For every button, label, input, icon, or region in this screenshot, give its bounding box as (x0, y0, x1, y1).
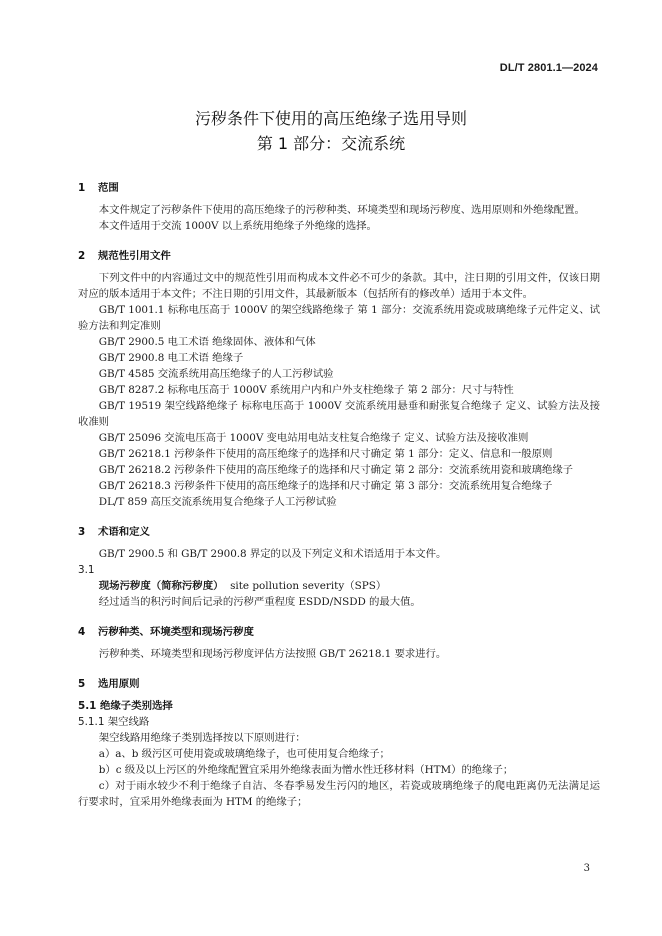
section-4-heading: 4 污秽种类、环境类型和现场污秽度 (78, 626, 254, 638)
section-3-heading: 3 术语和定义 (78, 526, 150, 538)
reference-item: GB/T 8287.2 标称电压高于 1000V 系统用户内和户外支柱绝缘子 第 2 部分：尺寸与特性 (98, 384, 514, 396)
reference-item: GB/T 19519 架空线路绝缘子 标称电压高于 1000V 交流系统用悬垂和耐张复合绝缘子 定义、试验方法及接收准则 (78, 400, 600, 428)
reference-item: GB/T 1001.1 标称电压高于 1000V 的架空线路绝缘子 第 1 部分：交流系统用瓷或玻璃绝缘子元件定义、试验方法和判定准则 (78, 304, 600, 332)
paragraph: 污秽种类、环境类型和现场污秽度评估方法按照 GB/T 26218.1 要求进行。 (98, 648, 447, 660)
reference-item: GB/T 26218.2 污秽条件下使用的高压绝缘子的选择和尺寸确定 第 2 部分：交流系统用瓷和玻璃绝缘子 (98, 464, 574, 476)
section-5-heading: 5 选用原则 (78, 678, 140, 690)
reference-item: DL/T 859 高压交流系统用复合绝缘子人工污秽试验 (98, 496, 337, 508)
list-item: a）a、b 级污区可使用瓷或玻璃绝缘子，也可使用复合绝缘子； (98, 748, 390, 760)
paragraph: 本文件适用于交流 1000V 以上系统用绝缘子外绝缘的选择。 (98, 220, 377, 232)
document-body (78, 180, 600, 810)
list-item: b）c 级及以上污区的外绝缘配置宜采用外绝缘表面为憎水性迁移材料（HTM）的绝缘子； (98, 764, 514, 776)
term-name: 现场污秽度（简称污秽度） site pollution severity（SPS） (98, 580, 387, 592)
list-item: c）对于雨水较少不利于绝缘子自洁、冬春季易发生污闪的地区，若瓷或玻璃绝缘子的爬电距离仍无法满足运行要求时，宜采用外绝缘表面为 HTM 的绝缘子； (78, 780, 600, 808)
reference-item: GB/T 2900.5 电工术语 绝缘固体、液体和气体 (98, 336, 316, 348)
reference-item: GB/T 26218.1 污秽条件下使用的高压绝缘子的选择和尺寸确定 第 1 部分：定义、信息和一般原则 (98, 448, 553, 460)
document-title: 污秽条件下使用的高压绝缘子选用导则 (194, 109, 467, 128)
subsection-5-1-heading: 5.1 绝缘子类别选择 (78, 700, 173, 712)
reference-item: GB/T 2900.8 电工术语 绝缘子 (98, 352, 244, 364)
paragraph: 下列文件中的内容通过文中的规范性引用而构成本文件必不可少的条款。其中，注日期的引用文件，仅该日期对应的版本适用于本文件；不注日期的引用文件，其最新版本（包括所有的修改单）适用于本文件。 (78, 272, 600, 300)
reference-item: GB/T 26218.3 污秽条件下使用的高压绝缘子的选择和尺寸确定 第 3 部分：交流系统用复合绝缘子 (98, 480, 553, 492)
page-number: 3 (583, 863, 590, 874)
standard-number: DL/T 2801.1—2024 (499, 62, 598, 74)
paragraph: GB/T 2900.5 和 GB/T 2900.8 界定的以及下列定义和术语适用于本文件。 (98, 548, 447, 560)
reference-item: GB/T 25096 交流电压高于 1000V 变电站用电站支柱复合绝缘子 定义、试验方法及接收准则 (98, 432, 529, 444)
section-1-heading: 1 范围 (78, 182, 119, 194)
term-number: 3.1 (78, 564, 95, 576)
reference-item: GB/T 4585 交流系统用高压绝缘子的人工污秽试验 (98, 368, 334, 380)
subsection-5-1-1-heading: 5.1.1 架空线路 (78, 716, 150, 728)
paragraph: 本文件规定了污秽条件下使用的高压绝缘子的污秽种类、环境类型和现场污秽度、选用原则和外绝缘配置。 (98, 204, 585, 216)
section-2-heading: 2 规范性引用文件 (78, 250, 171, 262)
paragraph: 架空线路用绝缘子类别选择按以下原则进行： (98, 732, 306, 744)
document-subtitle: 第 1 部分：交流系统 (256, 134, 406, 153)
term-definition: 经过适当的积污时间后记录的污秽严重程度 ESDD/NSDD 的最大值。 (98, 596, 421, 608)
